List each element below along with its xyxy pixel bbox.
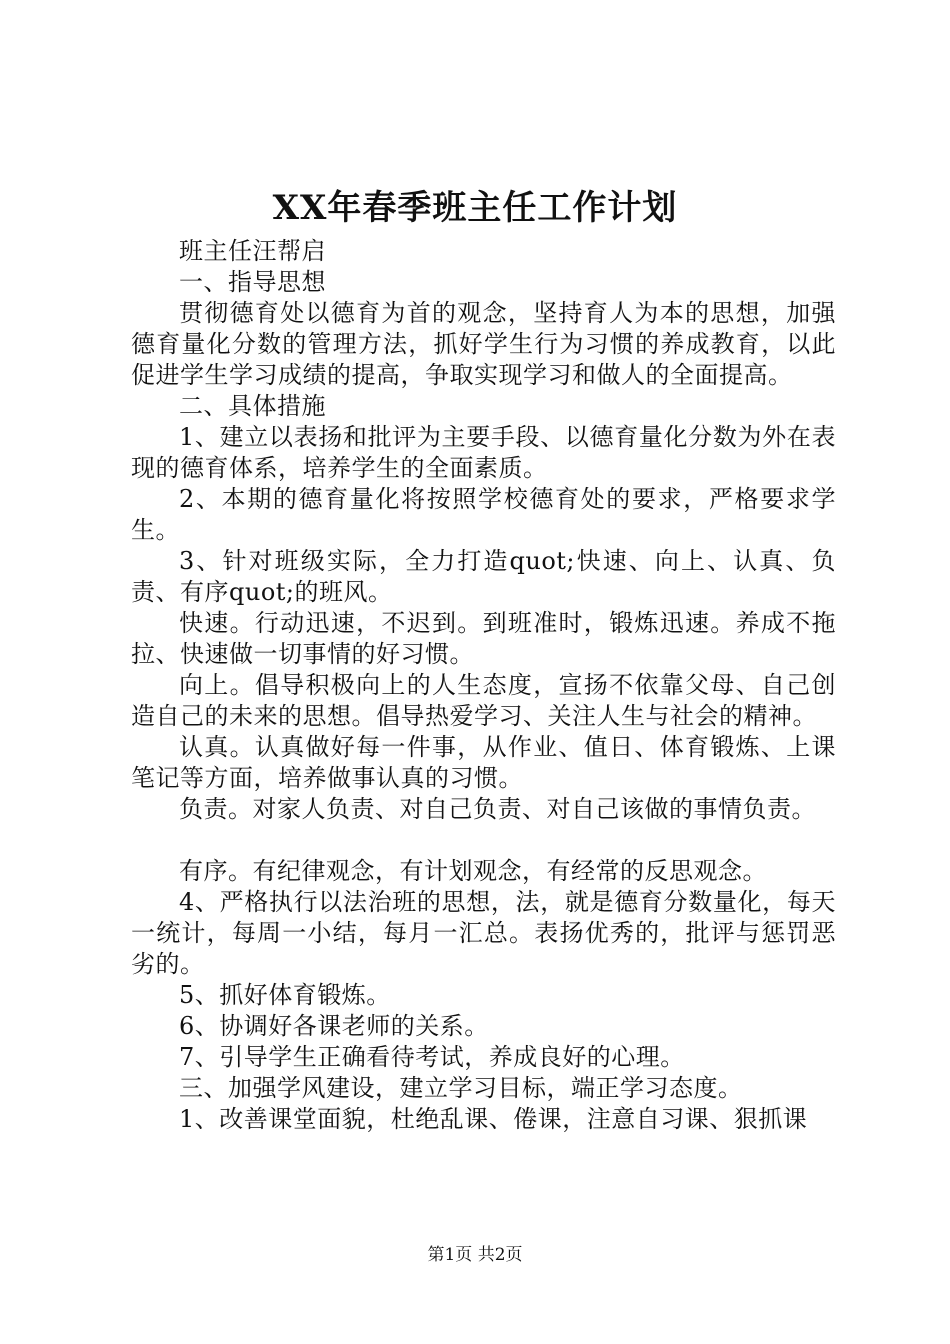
paragraph: 认真。认真做好每一件事，从作业、值日、体育锻炼、上课笔记等方面，培养做事认真的习惯。 [131,733,836,792]
paragraph: 7、引导学生正确看待考试，养成良好的心理。 [179,1043,685,1071]
paragraph: 1、建立以表扬和批评为主要手段、以德育量化分数为外在表现的德育体系，培养学生的全面素质。 [131,423,836,482]
paragraph: 1、改善课堂面貌，杜绝乱课、倦课，注意自习课、狠抓课 [179,1105,808,1133]
author-line: 班主任汪帮启 [179,237,326,265]
paragraph: 向上。倡导积极向上的人生态度，宣扬不依靠父母、自己创造自己的未来的思想。倡导热爱学习、关注人生与社会的精神。 [131,671,836,730]
paragraph: 3、针对班级实际，全力打造quot;快速、向上、认真、负责、有序quot;的班风。 [131,547,836,606]
paragraph: 负责。对家人负责、对自己负责、对自己该做的事情负责。 [179,795,816,823]
page-footer: 第1页 共2页 [427,1245,523,1265]
paragraph: 5、抓好体育锻炼。 [179,981,391,1009]
paragraph: 6、协调好各课老师的关系。 [179,1012,489,1040]
paragraph: 快速。行动迅速，不迟到。到班准时，锻炼迅速。养成不拖拉、快速做一切事情的好习惯。 [131,609,836,668]
section-heading: 一、指导思想 [179,268,326,296]
paragraph: 4、严格执行以法治班的思想，法，就是德育分数量化，每天一统计，每周一小结，每月一汇总。表扬优秀的，批评与惩罚恶劣的。 [131,888,836,978]
paragraph: 有序。有纪律观念，有计划观念，有经常的反思观念。 [179,857,767,885]
paragraph: 2、本期的德育量化将按照学校德育处的要求，严格要求学生。 [131,485,836,544]
document-title: XX年春季班主任工作计划 [272,188,678,228]
document-body [131,236,836,1135]
section-heading: 二、具体措施 [179,392,326,420]
section-heading: 三、加强学风建设，建立学习目标，端正学习态度。 [179,1074,743,1102]
paragraph: 贯彻德育处以德育为首的观念，坚持育人为本的思想，加强德育量化分数的管理方法，抓好学生行为习惯的养成教育，以此促进学生学习成绩的提高，争取实现学习和做人的全面提高。 [131,299,836,389]
